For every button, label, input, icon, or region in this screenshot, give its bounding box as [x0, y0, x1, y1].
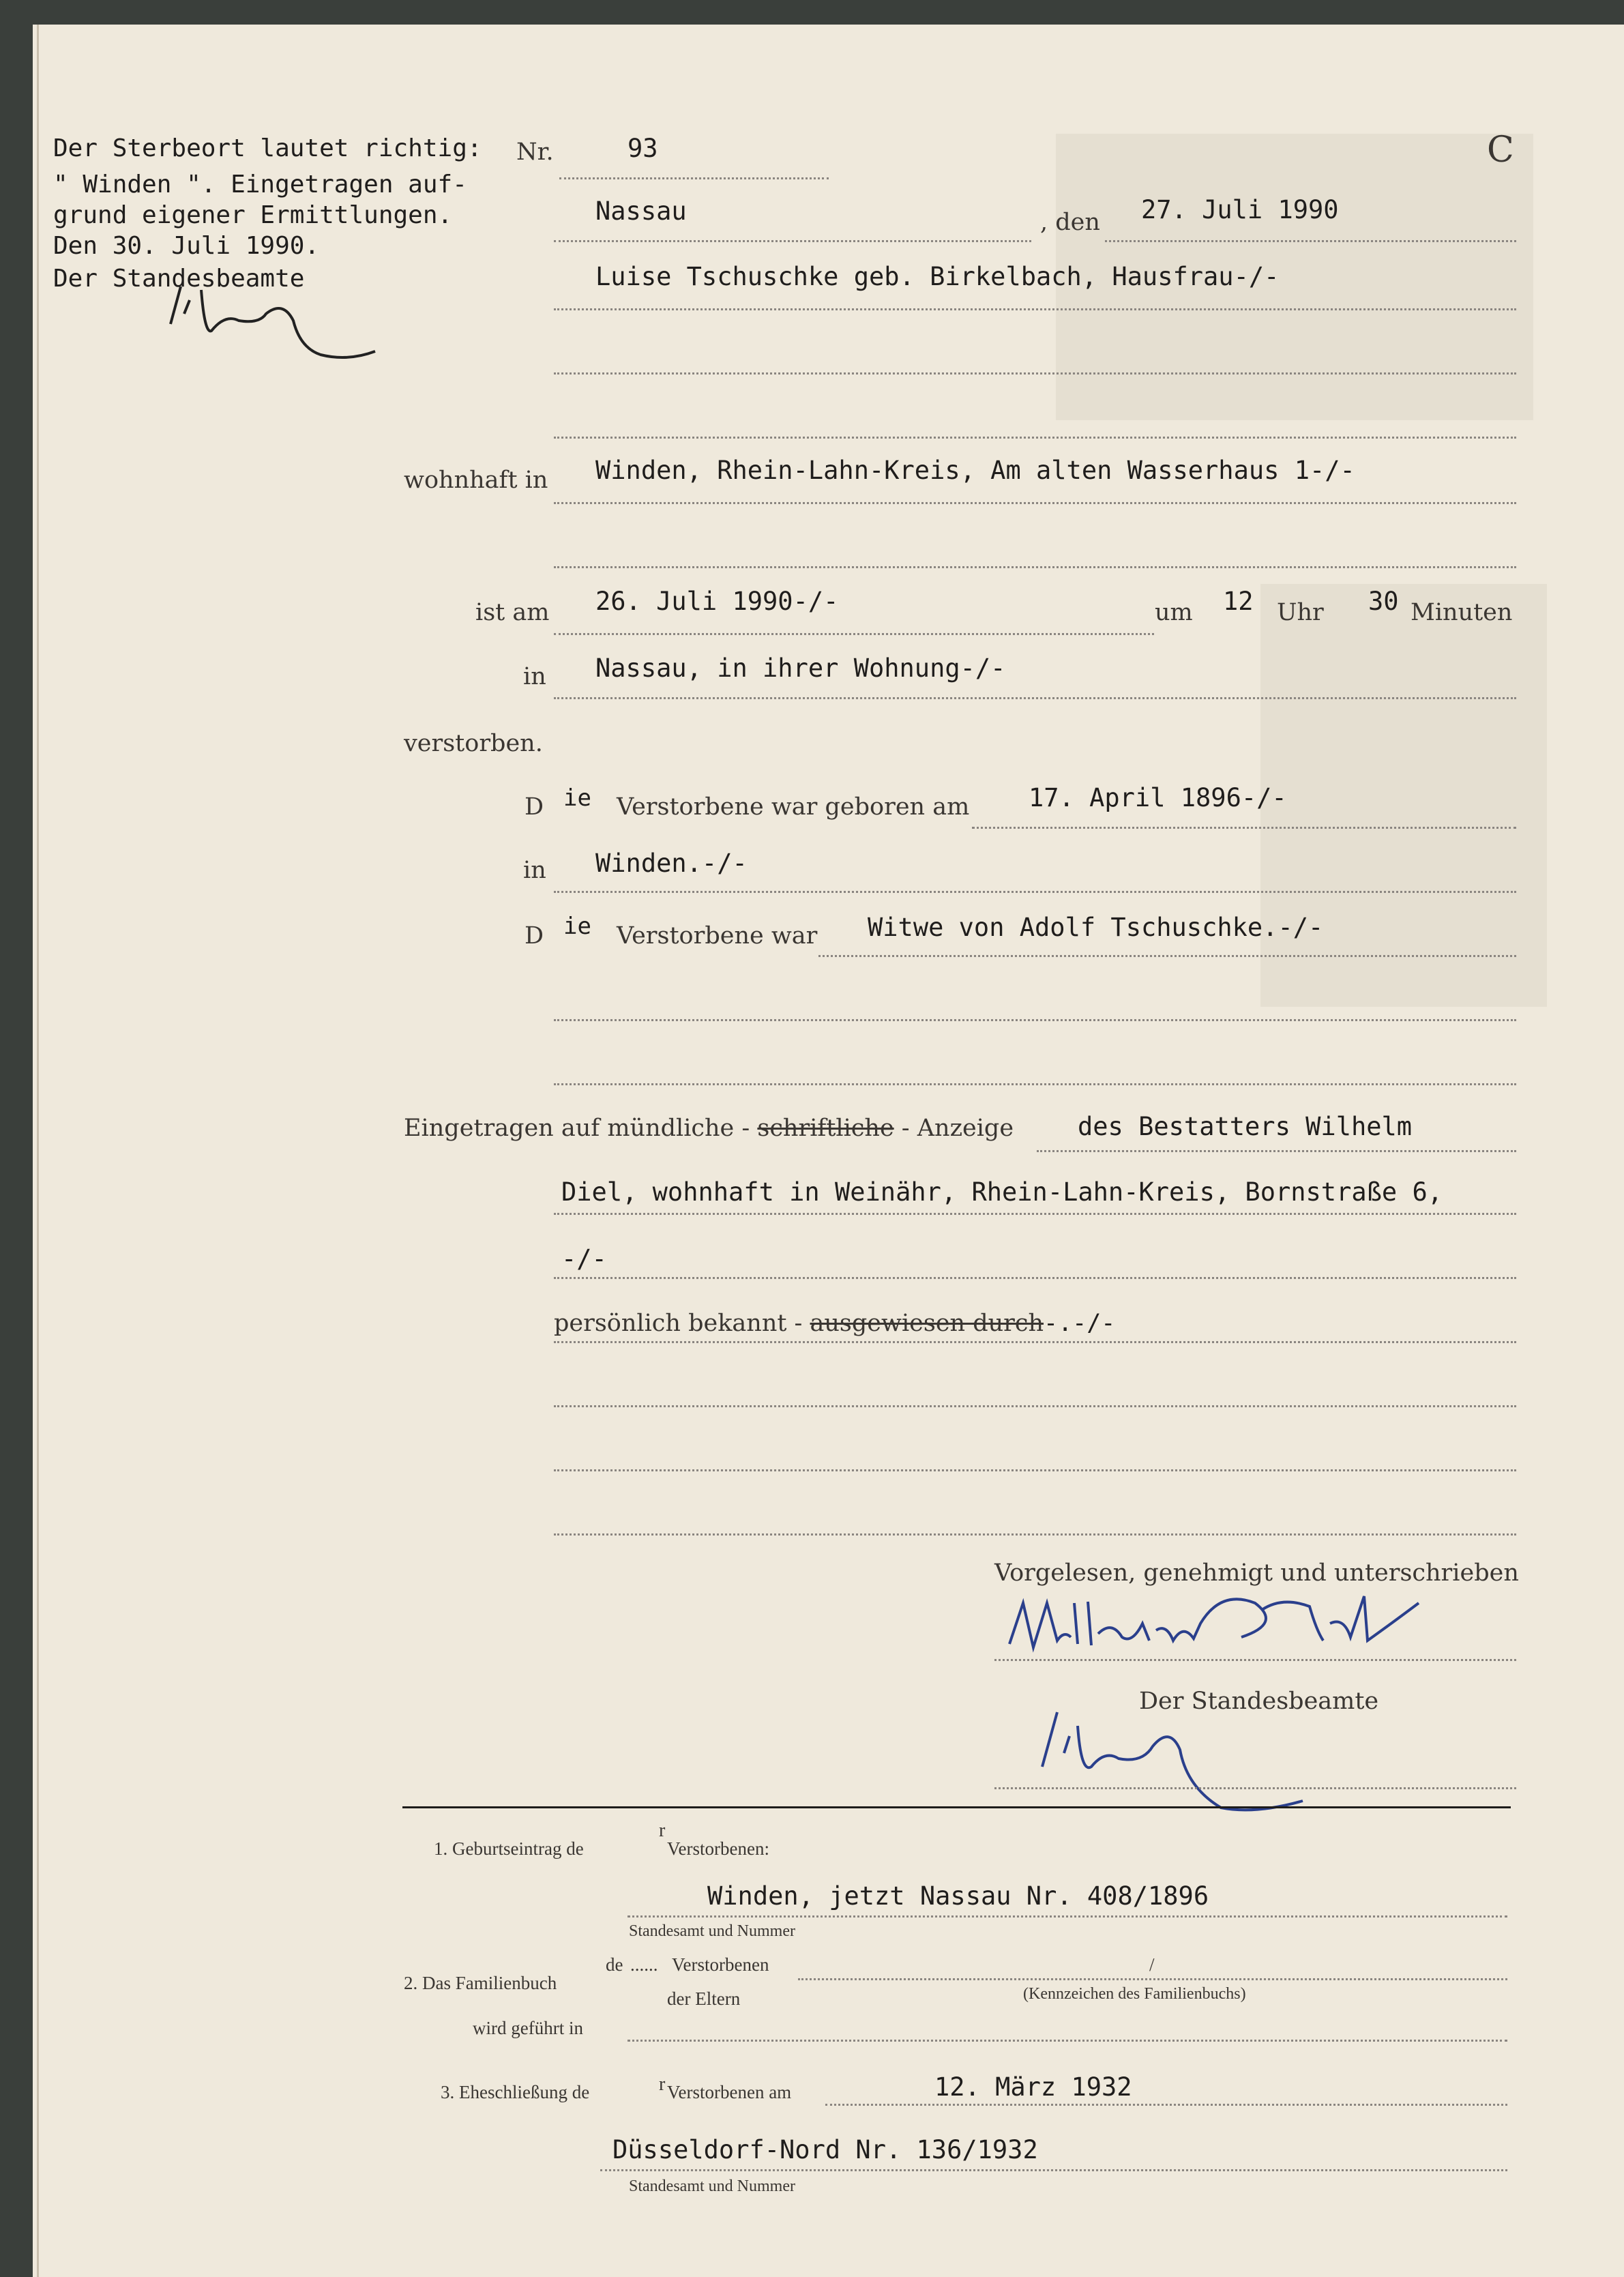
uhr-label: Uhr — [1277, 599, 1324, 626]
birth-d-label: D — [525, 793, 544, 821]
item1-caption: Standesamt und Nummer — [629, 1922, 795, 1940]
deceased-name: Luise Tschuschke geb. Birkelbach, Hausfrau-/- — [595, 262, 1280, 291]
binding-edge — [37, 25, 39, 2277]
status-line-2 — [554, 1019, 1516, 1021]
item2-eltern: der Eltern — [667, 1988, 741, 2009]
date-line — [1105, 240, 1516, 242]
item3-text: Verstorbenen am — [667, 2082, 792, 2102]
blank-line-3 — [554, 1533, 1516, 1536]
birth-in-label: in — [523, 857, 546, 884]
name-line-3 — [554, 437, 1516, 439]
registration-value-1: des Bestatters Wilhelm — [1078, 1112, 1413, 1141]
nr-line — [559, 177, 829, 179]
in-label: in — [523, 663, 546, 690]
residence-line — [554, 502, 1516, 504]
informant-signature-line — [994, 1659, 1516, 1661]
birth-date-line — [972, 827, 1516, 829]
bleed-through-area — [1260, 584, 1547, 1007]
death-hour: 12 — [1223, 587, 1254, 616]
item3-line — [825, 2104, 1507, 2106]
item2-kennzeichen: (Kennzeichen des Familienbuchs) — [1023, 1985, 1246, 2003]
read-approved-text: Vorgelesen, genehmigt und unterschrieben — [994, 1559, 1519, 1587]
birth-text: Verstorbene war geboren am — [617, 793, 970, 821]
registration-label-struck: schriftliche — [757, 1115, 894, 1142]
margin-note-line: Der Sterbeort lautet richtig: — [53, 134, 482, 162]
birth-place: Winden.-/- — [595, 849, 748, 878]
status-line — [818, 955, 1516, 957]
footer-rule — [402, 1806, 1511, 1808]
known-label — [554, 1310, 1115, 1337]
official-signature-line — [994, 1787, 1516, 1789]
wohnhaft-label: wohnhaft in — [404, 467, 548, 494]
item2-line-2 — [628, 2040, 1507, 2042]
registration-label-start: Eingetragen auf mündliche - — [404, 1115, 750, 1142]
nr-label: Nr. — [516, 138, 554, 166]
death-minutes: 30 — [1368, 587, 1399, 616]
registration-line-3 — [554, 1277, 1516, 1279]
place-line — [554, 240, 1031, 242]
death-place-line — [554, 697, 1516, 699]
item1-line — [628, 1915, 1507, 1918]
registration-line-2 — [554, 1213, 1516, 1215]
name-line — [554, 308, 1516, 310]
registration-value-2: Diel, wohnhaft in Weinähr, Rhein-Lahn-Kreis, Bornstraße 6, — [561, 1177, 1443, 1207]
death-place: Nassau, in ihrer Wohnung-/- — [595, 653, 1006, 683]
item1-text: Verstorbenen: — [667, 1838, 769, 1859]
registration-line-1 — [1037, 1150, 1516, 1152]
known-line — [554, 1341, 1516, 1343]
margin-note-line: " Winden ". Eingetragen auf- — [53, 171, 467, 199]
residence-line-2 — [554, 566, 1516, 568]
item2-label: 2. Das Familienbuch — [404, 1973, 557, 1993]
official-title: Der Standesbeamte — [1139, 1688, 1379, 1715]
name-line-2 — [554, 372, 1516, 374]
birth-place-line — [554, 891, 1516, 893]
entry-date: 27. Juli 1990 — [1141, 195, 1339, 224]
official-signature — [1030, 1699, 1330, 1821]
death-date-line — [554, 633, 1154, 635]
death-date: 26. Juli 1990-/- — [595, 587, 839, 616]
nr-value: 93 — [628, 134, 658, 163]
blank-line-1 — [554, 1405, 1516, 1407]
item3-value-line — [600, 2169, 1507, 2171]
item1-sup: r — [659, 1820, 666, 1841]
corner-letter: C — [1487, 130, 1514, 171]
birth-date: 17. April 1896-/- — [1029, 783, 1287, 812]
registration-label-end: - Anzeige — [901, 1115, 1014, 1142]
informant-signature — [996, 1583, 1432, 1671]
item1-value: Winden, jetzt Nassau Nr. 408/1896 — [707, 1881, 1209, 1911]
known-start: persönlich bekannt - — [554, 1310, 810, 1337]
item2-line — [798, 1978, 1507, 1980]
margin-note-line: Der Standesbeamte — [53, 265, 305, 293]
ist-am-label: ist am — [475, 599, 550, 626]
registration-value-3: -/- — [561, 1244, 607, 1274]
um-label: um — [1155, 599, 1193, 626]
margin-note-line: Den 30. Juli 1990. — [53, 232, 320, 260]
item2-line2: wird geführt in — [473, 2018, 583, 2038]
item3-date: 12. März 1932 — [934, 2072, 1132, 2102]
margin-note-line: grund eigener Ermittlungen. — [53, 201, 453, 229]
item2-de: de — [606, 1954, 623, 1975]
item2-text: Verstorbenen — [672, 1954, 769, 1975]
known-end: -.-/- — [1044, 1310, 1116, 1337]
minuten-label: Minuten — [1411, 599, 1513, 626]
den-label: , den — [1040, 209, 1100, 236]
item3-label: 3. Eheschließung de — [441, 2082, 590, 2102]
blank-line-2 — [554, 1469, 1516, 1471]
residence: Winden, Rhein-Lahn-Kreis, Am alten Wasserhaus 1-/- — [595, 456, 1355, 485]
status-d-label: D — [525, 922, 544, 950]
status-line-3 — [554, 1083, 1516, 1085]
item3-value: Düsseldorf-Nord Nr. 136/1932 — [612, 2135, 1038, 2164]
status-d-suffix: ie — [563, 913, 591, 940]
item3-sup: r — [659, 2074, 666, 2095]
status-text: Verstorbene war — [617, 922, 818, 950]
status-value: Witwe von Adolf Tschuschke.-/- — [868, 913, 1324, 942]
item2-slash: / — [1149, 1954, 1155, 1975]
birth-d-suffix: ie — [563, 784, 591, 812]
verstorben-label: verstorben. — [404, 730, 543, 757]
margin-signature — [164, 273, 389, 382]
item1-label: 1. Geburtseintrag de — [434, 1838, 584, 1859]
item3-caption: Standesamt und Nummer — [629, 2177, 795, 2195]
item2-dots: ...... — [630, 1954, 658, 1975]
place: Nassau — [595, 196, 687, 226]
registration-label — [404, 1115, 1014, 1142]
known-struck: ausgewiesen durch — [810, 1310, 1044, 1337]
